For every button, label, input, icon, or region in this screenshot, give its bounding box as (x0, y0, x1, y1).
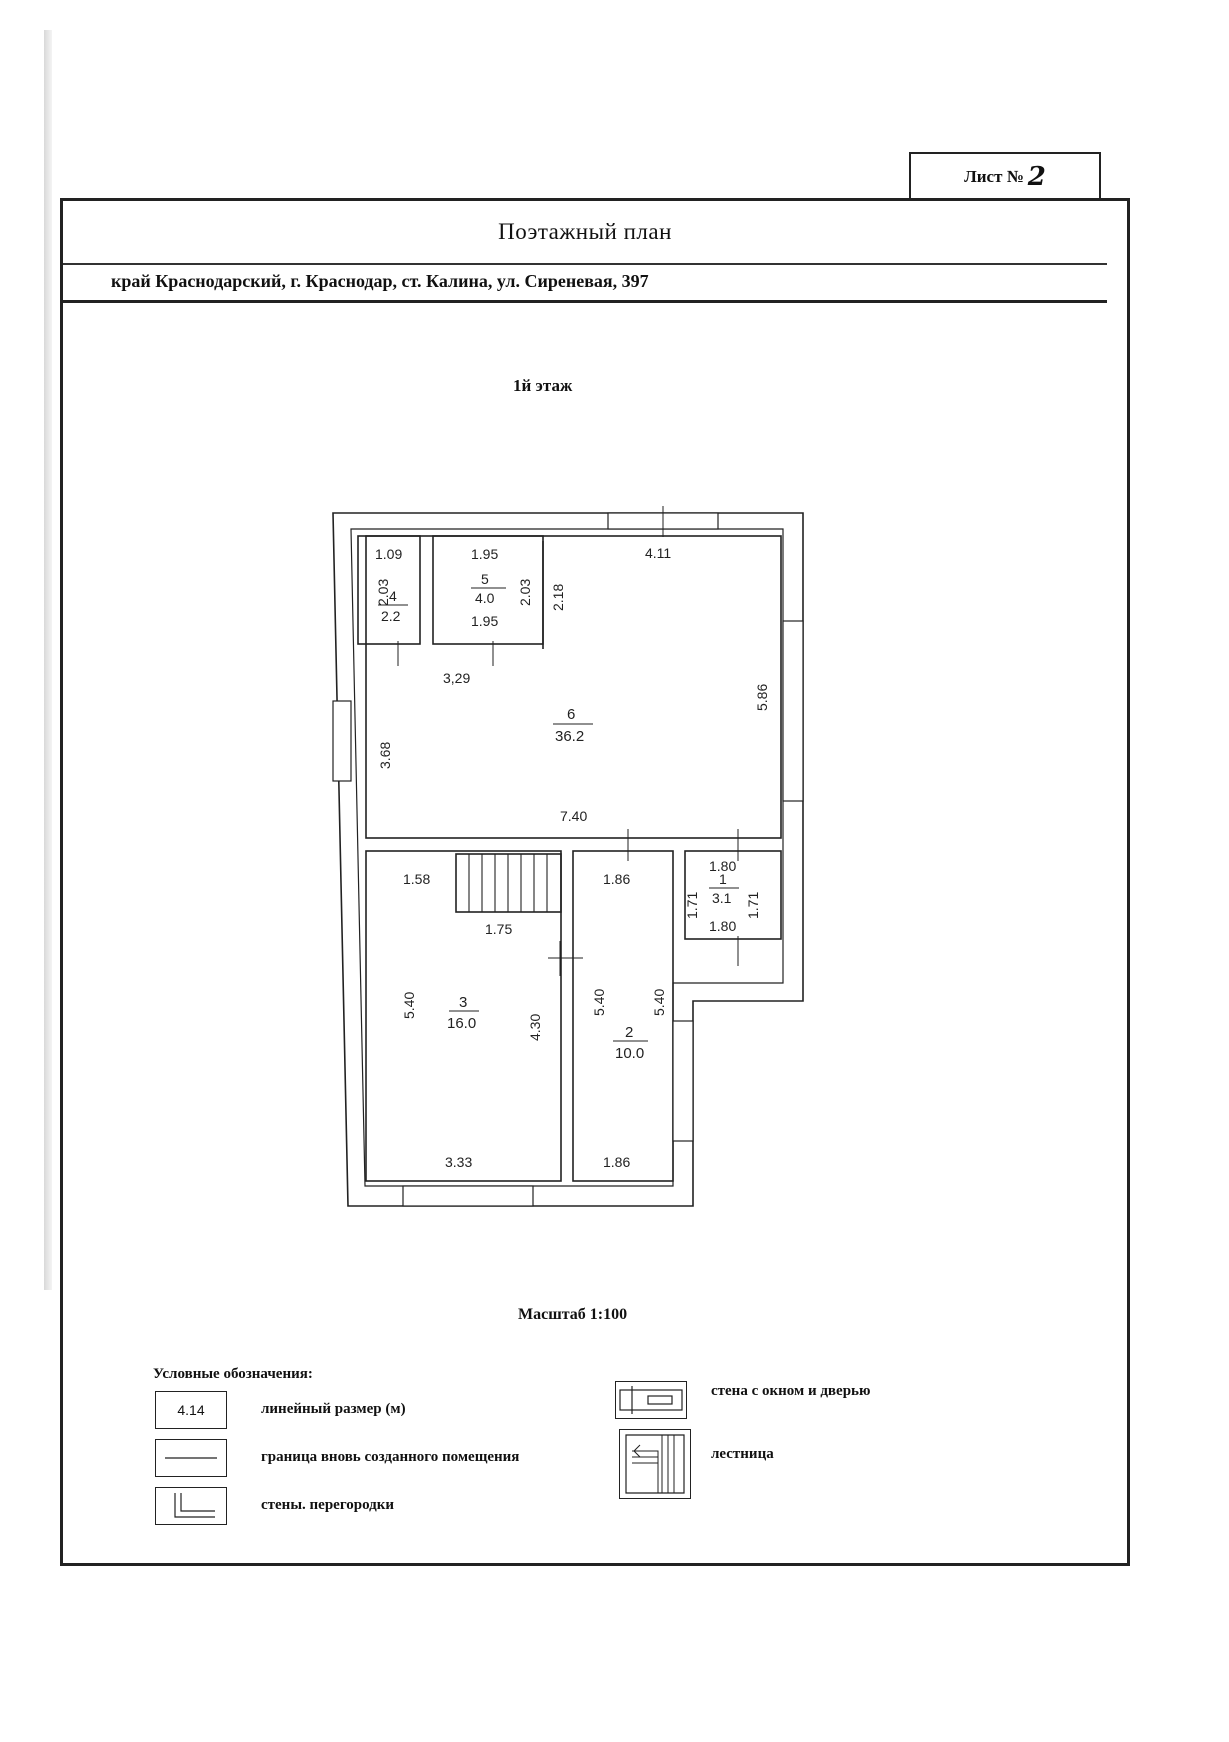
window-door-icon (618, 1384, 684, 1416)
dim-3-33: 3.33 (445, 1154, 473, 1170)
dim-1-71-a: 1.71 (684, 891, 700, 919)
window-room-2 (673, 1021, 693, 1141)
room-5-area: 4.0 (475, 590, 495, 606)
sheet-number-box (909, 152, 1101, 200)
scan-edge-shadow (44, 30, 52, 1290)
room-6-area: 36.2 (555, 728, 585, 745)
dim-1-75: 1.75 (485, 921, 513, 937)
dim-1-71-b: 1.71 (745, 891, 761, 919)
legend-walls-sample (155, 1487, 227, 1525)
dim-5-86: 5.86 (754, 683, 770, 711)
room-2-number: 2 (625, 1024, 634, 1041)
room-6-outline (366, 536, 781, 838)
legend-text-boundary: граница вновь созданного помещения (261, 1449, 520, 1465)
floor-plan (63, 201, 1127, 1563)
room-2-area: 10.0 (615, 1045, 645, 1062)
boundary-line-icon (161, 1448, 221, 1468)
dim-4-11: 4.11 (645, 545, 672, 561)
dim-1-80-top: 1.80 (709, 858, 737, 874)
sheet-number: 2 (1027, 162, 1046, 192)
window-right (783, 621, 803, 801)
room-3-number: 3 (459, 994, 468, 1011)
walls-icon (161, 1491, 221, 1521)
legend-dimension-sample (155, 1391, 227, 1429)
room-1-area: 3.1 (712, 890, 732, 906)
sheet-label: Лист № (964, 167, 1024, 186)
document-frame (60, 198, 1130, 1566)
legend-window-door-sample (615, 1381, 687, 1419)
dim-2-03-a: 2.03 (375, 578, 391, 606)
address-line: край Краснодарский, г. Краснодар, ст. Калина, ул. Сиреневая, 397 (63, 263, 1107, 303)
window-bottom (403, 1186, 533, 1206)
dim-1-09: 1.09 (375, 546, 403, 562)
dim-1-95-bot: 1.95 (471, 613, 499, 629)
dim-3-68: 3.68 (377, 741, 393, 769)
room-4-number: 4 (389, 588, 397, 604)
legend-text-dimension: линейный размер (м) (261, 1401, 406, 1417)
dim-7-40: 7.40 (560, 808, 588, 824)
dim-5-40-b: 5.40 (591, 988, 607, 1016)
dim-4-30: 4.30 (527, 1013, 543, 1041)
legend-title: Условные обозначения: (153, 1366, 313, 1382)
floor-label: 1й этаж (513, 376, 573, 395)
legend-text-window-door: стена с окном и дверью (711, 1383, 871, 1399)
room-1-number: 1 (719, 871, 727, 887)
dim-1-80-bot: 1.80 (709, 918, 737, 934)
dim-3-29: 3,29 (443, 670, 471, 686)
room-4-area: 2.2 (381, 608, 401, 624)
legend-text-stair: лестница (711, 1446, 774, 1462)
stair-icon (622, 1431, 688, 1497)
window-left (333, 701, 351, 781)
room-6-number: 6 (567, 706, 576, 723)
legend-stair-sample (619, 1429, 691, 1499)
room-5-number: 5 (481, 571, 489, 587)
dim-1-95-top: 1.95 (471, 546, 499, 562)
dim-1-86-top: 1.86 (603, 871, 631, 887)
dim-5-40-c: 5.40 (651, 988, 667, 1016)
room-3-area: 16.0 (447, 1015, 477, 1032)
dim-2-03-b: 2.03 (517, 578, 533, 606)
dim-1-58: 1.58 (403, 871, 431, 887)
dim-2-18: 2.18 (550, 583, 566, 611)
legend-sample-dim: 4.14 (177, 1402, 205, 1418)
area-fraction-lines (378, 588, 739, 1041)
scale-label: Масштаб 1:100 (518, 1306, 628, 1323)
legend-text-walls: стены. перегородки (261, 1497, 395, 1513)
dim-5-40-a: 5.40 (401, 991, 417, 1019)
legend-boundary-sample (155, 1439, 227, 1477)
dim-1-86-bot: 1.86 (603, 1154, 631, 1170)
stair-treads (469, 854, 547, 912)
document-title: Поэтажный план (63, 201, 1107, 265)
